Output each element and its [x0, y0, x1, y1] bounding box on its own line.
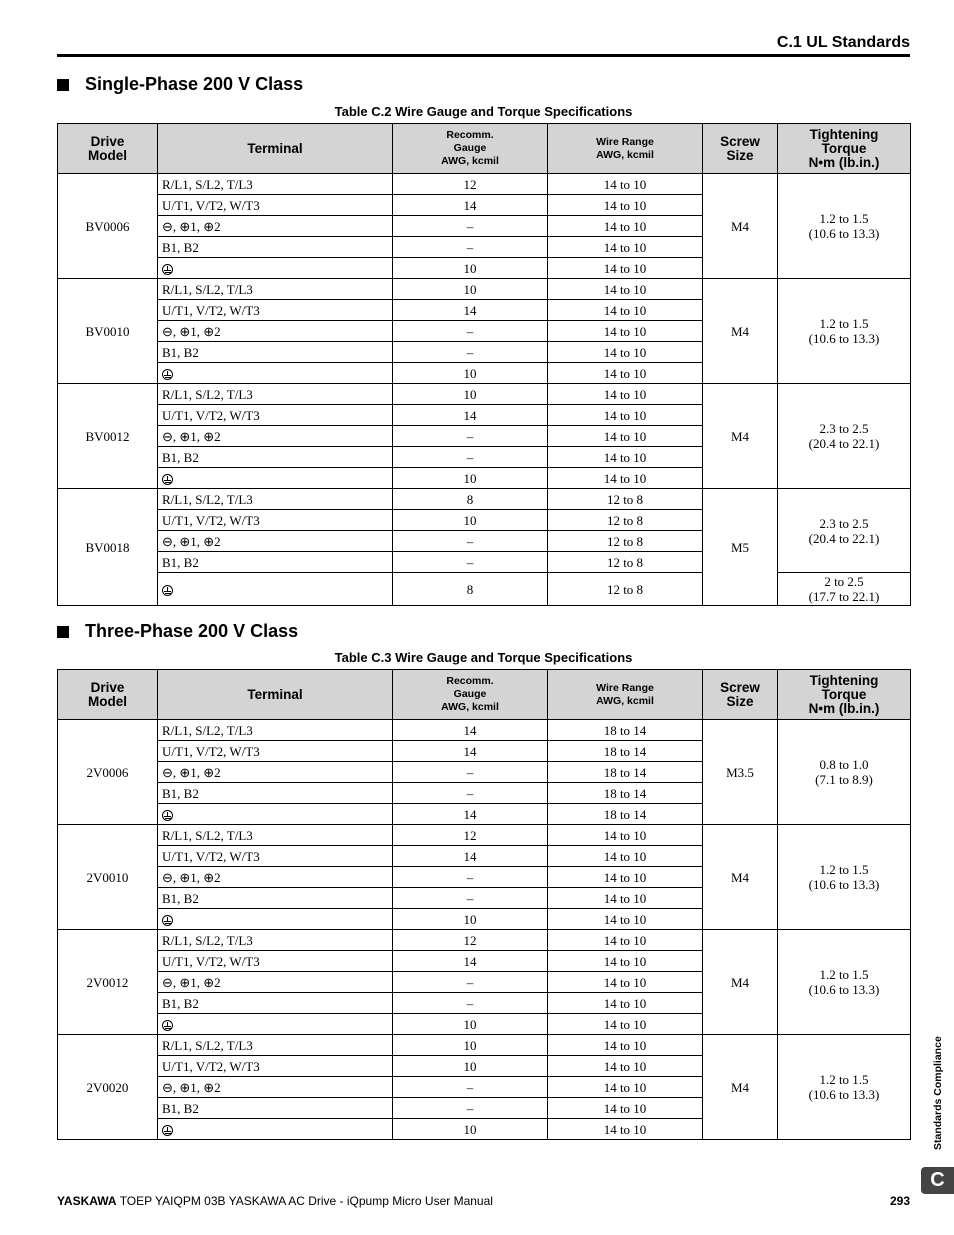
recomm-gauge-cell: 12	[393, 825, 548, 846]
recomm-gauge-cell: –	[393, 552, 548, 573]
ground-icon	[162, 264, 173, 275]
terminal-cell	[158, 909, 393, 930]
wire-range-cell: 14 to 10	[548, 342, 703, 363]
recomm-gauge-cell: 14	[393, 720, 548, 741]
terminal-cell: ⊖, ⊕1, ⊕2	[158, 762, 393, 783]
col-header-wire-range: Wire Range AWG, kcmil	[548, 124, 703, 174]
terminal-cell: U/T1, V/T2, W/T3	[158, 951, 393, 972]
screw-size-cell: M4	[703, 1035, 778, 1140]
terminal-cell: U/T1, V/T2, W/T3	[158, 195, 393, 216]
table-row	[58, 174, 911, 195]
drive-model-cell: 2V0010	[58, 825, 158, 930]
recomm-gauge-cell: 10	[393, 258, 548, 279]
drive-model-cell: BV0018	[58, 489, 158, 606]
table-row	[58, 825, 911, 846]
terminal-cell: B1, B2	[158, 993, 393, 1014]
ground-icon	[162, 810, 173, 821]
col-header-drive-model: Drive Model	[58, 124, 158, 174]
page-header-title: C.1 UL Standards	[776, 34, 910, 51]
torque-lbin: (20.4 to 22.1)	[808, 436, 880, 451]
screw-size-cell: M4	[703, 279, 778, 384]
recomm-gauge-cell: –	[393, 762, 548, 783]
terminal-cell: B1, B2	[158, 783, 393, 804]
footer-manual-title: TOEP YAIQPM 03B YASKAWA AC Drive - iQpump Micro User Manual	[116, 1194, 493, 1208]
recomm-gauge-cell: –	[393, 426, 548, 447]
terminal-cell: B1, B2	[158, 447, 393, 468]
terminal-cell: B1, B2	[158, 888, 393, 909]
drive-model-cell: 2V0006	[58, 720, 158, 825]
wire-range-cell: 12 to 8	[548, 510, 703, 531]
recomm-gauge-cell: –	[393, 342, 548, 363]
terminal-cell	[158, 573, 393, 606]
terminal-cell: R/L1, S/L2, T/L3	[158, 489, 393, 510]
wire-range-cell: 12 to 8	[548, 489, 703, 510]
col-header-terminal: Terminal	[158, 124, 393, 174]
screw-size-cell: M4	[703, 825, 778, 930]
col-header-wire-range: Wire Range AWG, kcmil	[548, 670, 703, 720]
recomm-gauge-cell: –	[393, 237, 548, 258]
torque-nm: 1.2 to 1.5	[819, 862, 869, 877]
screw-size-cell: M5	[703, 489, 778, 606]
col-header-screw-size: Screw Size	[703, 670, 778, 720]
wire-range-cell: 14 to 10	[548, 174, 703, 195]
terminal-cell	[158, 804, 393, 825]
recomm-gauge-cell: 14	[393, 405, 548, 426]
wire-range-cell: 14 to 10	[548, 468, 703, 489]
table-caption-c3: Table C.3 Wire Gauge and Torque Specifications	[334, 650, 633, 665]
terminal-cell: ⊖, ⊕1, ⊕2	[158, 321, 393, 342]
section-heading-text: Three-Phase 200 V Class	[85, 621, 299, 641]
torque-lbin: (10.6 to 13.3)	[808, 331, 880, 346]
terminal-cell: R/L1, S/L2, T/L3	[158, 825, 393, 846]
torque-cell	[778, 384, 911, 489]
drive-model-cell: 2V0020	[58, 1035, 158, 1140]
drive-model-cell: BV0012	[58, 384, 158, 489]
torque-nm: 1.2 to 1.5	[819, 967, 869, 982]
recomm-gauge-cell: 10	[393, 1119, 548, 1140]
col-header-drive-model: Drive Model	[58, 670, 158, 720]
table-row	[58, 720, 911, 741]
wire-range-cell: 14 to 10	[548, 909, 703, 930]
terminal-cell	[158, 1014, 393, 1035]
recomm-gauge-cell: –	[393, 1077, 548, 1098]
wire-range-cell: 14 to 10	[548, 1119, 703, 1140]
terminal-cell: U/T1, V/T2, W/T3	[158, 510, 393, 531]
terminal-cell: U/T1, V/T2, W/T3	[158, 1056, 393, 1077]
square-bullet-icon	[57, 626, 69, 638]
side-label: Standards Compliance	[932, 1036, 944, 1150]
terminal-cell: R/L1, S/L2, T/L3	[158, 930, 393, 951]
torque-lbin: (20.4 to 22.1)	[808, 530, 880, 546]
terminal-cell	[158, 1119, 393, 1140]
terminal-cell: U/T1, V/T2, W/T3	[158, 300, 393, 321]
ground-icon	[162, 915, 173, 926]
terminal-cell: R/L1, S/L2, T/L3	[158, 174, 393, 195]
terminal-cell	[158, 468, 393, 489]
torque-cell	[778, 1035, 911, 1140]
wire-range-cell: 18 to 14	[548, 720, 703, 741]
torque-lbin: (10.6 to 13.3)	[808, 982, 880, 997]
recomm-gauge-cell: –	[393, 783, 548, 804]
recomm-gauge-cell: 10	[393, 279, 548, 300]
wire-range-cell: 14 to 10	[548, 1077, 703, 1098]
col-header-tightening-torque: Tightening Torque N•m (lb.in.)	[778, 124, 911, 174]
table-row	[58, 489, 911, 510]
torque-cell	[778, 279, 911, 384]
col-header-recomm-gauge: Recomm. Gauge AWG, kcmil	[393, 670, 548, 720]
recomm-gauge-cell: 8	[393, 573, 548, 606]
table-row	[58, 930, 911, 951]
terminal-cell	[158, 258, 393, 279]
wire-range-cell: 18 to 14	[548, 762, 703, 783]
wire-range-cell: 14 to 10	[548, 1014, 703, 1035]
page-number: 293	[889, 1194, 910, 1208]
section-heading-three-phase	[57, 621, 298, 642]
recomm-gauge-cell: 10	[393, 909, 548, 930]
wire-range-cell: 12 to 8	[548, 552, 703, 573]
torque-ground-cell	[778, 573, 911, 606]
table-caption-c2: Table C.2 Wire Gauge and Torque Specifications	[334, 104, 633, 119]
wire-range-cell: 14 to 10	[548, 426, 703, 447]
section-heading-single-phase	[57, 74, 303, 95]
screw-size-cell: M4	[703, 384, 778, 489]
recomm-gauge-cell: –	[393, 447, 548, 468]
ground-icon	[162, 585, 173, 596]
col-header-tightening-torque: Tightening Torque N•m (lb.in.)	[778, 670, 911, 720]
terminal-cell: ⊖, ⊕1, ⊕2	[158, 972, 393, 993]
torque-cell	[778, 825, 911, 930]
wire-range-cell: 14 to 10	[548, 1098, 703, 1119]
wire-range-cell: 14 to 10	[548, 195, 703, 216]
wire-range-cell: 12 to 8	[548, 573, 703, 606]
table-row	[58, 573, 911, 606]
drive-model-cell: BV0006	[58, 174, 158, 279]
terminal-cell: ⊖, ⊕1, ⊕2	[158, 531, 393, 552]
recomm-gauge-cell: 10	[393, 468, 548, 489]
wire-range-cell: 14 to 10	[548, 405, 703, 426]
torque-nm: 1.2 to 1.5	[819, 316, 869, 331]
table-header-row	[58, 124, 911, 174]
terminal-cell: ⊖, ⊕1, ⊕2	[158, 867, 393, 888]
wire-range-cell: 14 to 10	[548, 867, 703, 888]
torque-cell	[778, 930, 911, 1035]
wire-range-cell: 14 to 10	[548, 1035, 703, 1056]
wire-range-cell: 14 to 10	[548, 1056, 703, 1077]
wire-range-cell: 14 to 10	[548, 951, 703, 972]
wire-range-cell: 14 to 10	[548, 300, 703, 321]
recomm-gauge-cell: 14	[393, 195, 548, 216]
torque-lbin: (17.7 to 22.1)	[808, 589, 880, 604]
terminal-cell: R/L1, S/L2, T/L3	[158, 1035, 393, 1056]
wire-range-cell: 14 to 10	[548, 888, 703, 909]
terminal-cell: ⊖, ⊕1, ⊕2	[158, 1077, 393, 1098]
recomm-gauge-cell: –	[393, 321, 548, 342]
recomm-gauge-cell: –	[393, 972, 548, 993]
torque-nm: 1.2 to 1.5	[819, 211, 869, 226]
recomm-gauge-cell: 10	[393, 384, 548, 405]
recomm-gauge-cell: 14	[393, 300, 548, 321]
torque-cell	[778, 720, 911, 825]
square-bullet-icon	[57, 79, 69, 91]
wire-range-cell: 14 to 10	[548, 384, 703, 405]
terminal-cell: R/L1, S/L2, T/L3	[158, 279, 393, 300]
table-row	[58, 1035, 911, 1056]
recomm-gauge-cell: 12	[393, 174, 548, 195]
terminal-cell: B1, B2	[158, 1098, 393, 1119]
header-rule	[57, 54, 910, 57]
table-c2	[57, 123, 911, 606]
torque-lbin: (10.6 to 13.3)	[808, 226, 880, 241]
recomm-gauge-cell: 14	[393, 846, 548, 867]
ground-icon	[162, 1020, 173, 1031]
screw-size-cell: M4	[703, 930, 778, 1035]
recomm-gauge-cell: –	[393, 1098, 548, 1119]
torque-nm: 0.8 to 1.0	[819, 757, 869, 772]
recomm-gauge-cell: 10	[393, 1056, 548, 1077]
terminal-cell: ⊖, ⊕1, ⊕2	[158, 216, 393, 237]
torque-cell	[778, 174, 911, 279]
recomm-gauge-cell: 12	[393, 930, 548, 951]
footer-text	[57, 1194, 493, 1208]
wire-range-cell: 14 to 10	[548, 279, 703, 300]
col-header-screw-size: Screw Size	[703, 124, 778, 174]
screw-size-cell: M3.5	[703, 720, 778, 825]
torque-lbin: (10.6 to 13.3)	[808, 1087, 880, 1102]
wire-range-cell: 14 to 10	[548, 825, 703, 846]
terminal-cell: U/T1, V/T2, W/T3	[158, 846, 393, 867]
wire-range-cell: 14 to 10	[548, 363, 703, 384]
torque-nm: 2.3 to 2.5	[819, 421, 869, 436]
terminal-cell: B1, B2	[158, 552, 393, 573]
torque-nm: 2 to 2.5	[824, 574, 864, 589]
wire-range-cell: 14 to 10	[548, 972, 703, 993]
wire-range-cell: 14 to 10	[548, 258, 703, 279]
terminal-cell: B1, B2	[158, 237, 393, 258]
recomm-gauge-cell: –	[393, 531, 548, 552]
recomm-gauge-cell: 10	[393, 510, 548, 531]
ground-icon	[162, 1125, 173, 1136]
ground-icon	[162, 474, 173, 485]
recomm-gauge-cell: –	[393, 993, 548, 1014]
ground-icon	[162, 369, 173, 380]
footer-brand: YASKAWA	[57, 1194, 117, 1208]
recomm-gauge-cell: 14	[393, 804, 548, 825]
wire-range-cell: 14 to 10	[548, 216, 703, 237]
wire-range-cell: 14 to 10	[548, 237, 703, 258]
wire-range-cell: 14 to 10	[548, 930, 703, 951]
wire-range-cell: 14 to 10	[548, 321, 703, 342]
col-header-terminal: Terminal	[158, 670, 393, 720]
recomm-gauge-cell: –	[393, 867, 548, 888]
wire-range-cell: 18 to 14	[548, 741, 703, 762]
recomm-gauge-cell: –	[393, 216, 548, 237]
torque-cell	[778, 489, 911, 573]
wire-range-cell: 12 to 8	[548, 531, 703, 552]
wire-range-cell: 14 to 10	[548, 993, 703, 1014]
chapter-tab[interactable]: C	[921, 1167, 954, 1194]
terminal-cell: ⊖, ⊕1, ⊕2	[158, 426, 393, 447]
wire-range-cell: 18 to 14	[548, 804, 703, 825]
wire-range-cell: 18 to 14	[548, 783, 703, 804]
recomm-gauge-cell: 14	[393, 951, 548, 972]
torque-nm: 2.3 to 2.5	[819, 515, 869, 531]
screw-size-cell: M4	[703, 174, 778, 279]
drive-model-cell: BV0010	[58, 279, 158, 384]
terminal-cell: R/L1, S/L2, T/L3	[158, 384, 393, 405]
section-heading-text: Single-Phase 200 V Class	[85, 74, 304, 94]
terminal-cell: B1, B2	[158, 342, 393, 363]
table-row	[58, 384, 911, 405]
recomm-gauge-cell: 8	[393, 489, 548, 510]
torque-lbin: (7.1 to 8.9)	[815, 772, 873, 787]
page-footer	[57, 1194, 910, 1208]
terminal-cell: R/L1, S/L2, T/L3	[158, 720, 393, 741]
terminal-cell: U/T1, V/T2, W/T3	[158, 741, 393, 762]
recomm-gauge-cell: –	[393, 888, 548, 909]
torque-lbin: (10.6 to 13.3)	[808, 877, 880, 892]
wire-range-cell: 14 to 10	[548, 846, 703, 867]
torque-nm: 1.2 to 1.5	[819, 1072, 869, 1087]
recomm-gauge-cell: 10	[393, 1035, 548, 1056]
recomm-gauge-cell: 10	[393, 1014, 548, 1035]
recomm-gauge-cell: 10	[393, 363, 548, 384]
recomm-gauge-cell: 14	[393, 741, 548, 762]
drive-model-cell: 2V0012	[58, 930, 158, 1035]
col-header-recomm-gauge: Recomm. Gauge AWG, kcmil	[393, 124, 548, 174]
terminal-cell: U/T1, V/T2, W/T3	[158, 405, 393, 426]
table-c3	[57, 669, 911, 1140]
table-row	[58, 279, 911, 300]
table-header-row	[58, 670, 911, 720]
wire-range-cell: 14 to 10	[548, 447, 703, 468]
terminal-cell	[158, 363, 393, 384]
